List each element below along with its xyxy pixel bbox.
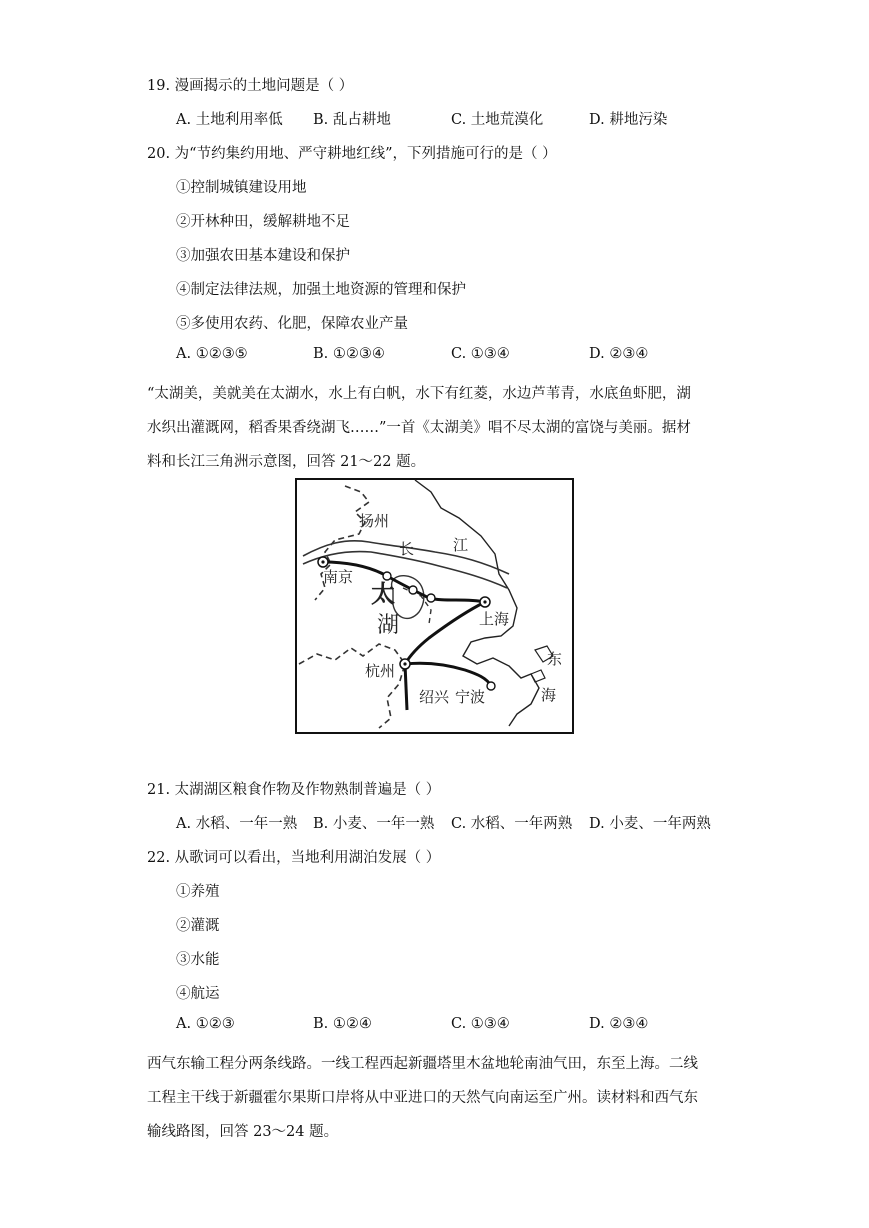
q22-item-4: ④航运 xyxy=(176,986,220,1002)
q20-option-b[interactable]: B. ①②③④ xyxy=(313,346,385,362)
q19-option-b[interactable]: B. 乱占耕地 xyxy=(313,112,391,128)
q21-option-c[interactable]: C. 水稻、一年两熟 xyxy=(451,816,573,832)
label-tai: 太 xyxy=(371,580,395,608)
label-shanghai: 上海 xyxy=(479,610,510,628)
q20-option-c[interactable]: C. ①③④ xyxy=(451,346,510,362)
passage2-line-2: 工程主干线于新疆霍尔果斯口岸将从中亚进口的天然气向南运至广州。读材料和西气东 xyxy=(147,1090,698,1106)
q20-item-2: ②开林种田，缓解耕地不足 xyxy=(176,214,350,230)
passage2-line-3: 输线路图，回答 23～24 题。 xyxy=(147,1124,339,1140)
q19-option-d[interactable]: D. 耕地污染 xyxy=(589,112,668,128)
q20-item-3: ③加强农田基本建设和保护 xyxy=(176,248,350,264)
passage1-line-1: “太湖美，美就美在太湖水，水上有白帆，水下有红菱，水边芦苇青，水底鱼虾肥，湖 xyxy=(147,386,691,402)
label-dong: 东 xyxy=(547,650,563,668)
q20-item-1: ①控制城镇建设用地 xyxy=(176,180,307,196)
passage1-line-3: 料和长江三角洲示意图，回答 21～22 题。 xyxy=(147,454,426,470)
label-hai: 海 xyxy=(541,686,557,704)
q20-item-5: ⑤多使用农药、化肥，保障农业产量 xyxy=(176,316,408,332)
q20-item-4: ④制定法律法规，加强土地资源的管理和保护 xyxy=(176,282,466,298)
q22-item-2: ②灌溉 xyxy=(176,918,220,934)
ningbo-marker xyxy=(487,682,495,690)
q20-stem: 20. 为“节约集约用地、严守耕地红线”，下列措施可行的是（ ） xyxy=(147,146,557,162)
q22-option-a[interactable]: A. ①②③ xyxy=(176,1016,235,1032)
q20-option-d[interactable]: D. ②③④ xyxy=(589,346,649,362)
q21-option-b[interactable]: B. 小麦、一年一熟 xyxy=(313,816,435,832)
label-hu: 湖 xyxy=(377,613,400,638)
q21-stem: 21. 太湖湖区粮食作物及作物熟制普遍是（ ） xyxy=(147,782,441,798)
passage2-line-1: 西气东输工程分两条线路。一线工程西起新疆塔里木盆地轮南油气田，东至上海。二线 xyxy=(147,1056,698,1072)
q22-option-c[interactable]: C. ①③④ xyxy=(451,1016,510,1032)
q19-stem: 19. 漫画揭示的土地问题是（ ） xyxy=(147,78,354,94)
q22-option-b[interactable]: B. ①②④ xyxy=(313,1016,372,1032)
label-jiang: 江 xyxy=(453,536,469,554)
wuxi-marker xyxy=(409,586,417,594)
label-nanjing: 南京 xyxy=(323,568,354,586)
passage1-line-2: 水织出灌溉网，稻香果香绕湖飞……”一首《太湖美》唱不尽太湖的富饶与美丽。据材 xyxy=(147,420,691,436)
label-ningbo: 宁波 xyxy=(455,688,486,706)
label-hangzhou: 杭州 xyxy=(365,662,396,680)
label-chang: 长 xyxy=(399,540,415,558)
q22-item-1: ①养殖 xyxy=(176,884,220,900)
q22-option-d[interactable]: D. ②③④ xyxy=(589,1016,649,1032)
label-shaoxing: 绍兴 xyxy=(419,688,450,706)
q19-option-c[interactable]: C. 土地荒漠化 xyxy=(451,112,544,128)
q22-stem: 22. 从歌词可以看出，当地利用湖泊发展（ ） xyxy=(147,850,441,866)
q20-option-a[interactable]: A. ①②③⑤ xyxy=(176,346,248,362)
changzhou-marker xyxy=(383,572,391,580)
q22-item-3: ③水能 xyxy=(176,952,220,968)
yangtze-delta-map xyxy=(295,478,574,734)
q21-option-d[interactable]: D. 小麦、一年两熟 xyxy=(589,816,711,832)
rail-hangzhou-south xyxy=(405,664,407,710)
q21-option-a[interactable]: A. 水稻、一年一熟 xyxy=(176,816,298,832)
suzhou-marker xyxy=(427,594,435,602)
q19-option-a[interactable]: A. 土地利用率低 xyxy=(176,112,283,128)
label-yangzhou: 扬州 xyxy=(359,512,390,530)
